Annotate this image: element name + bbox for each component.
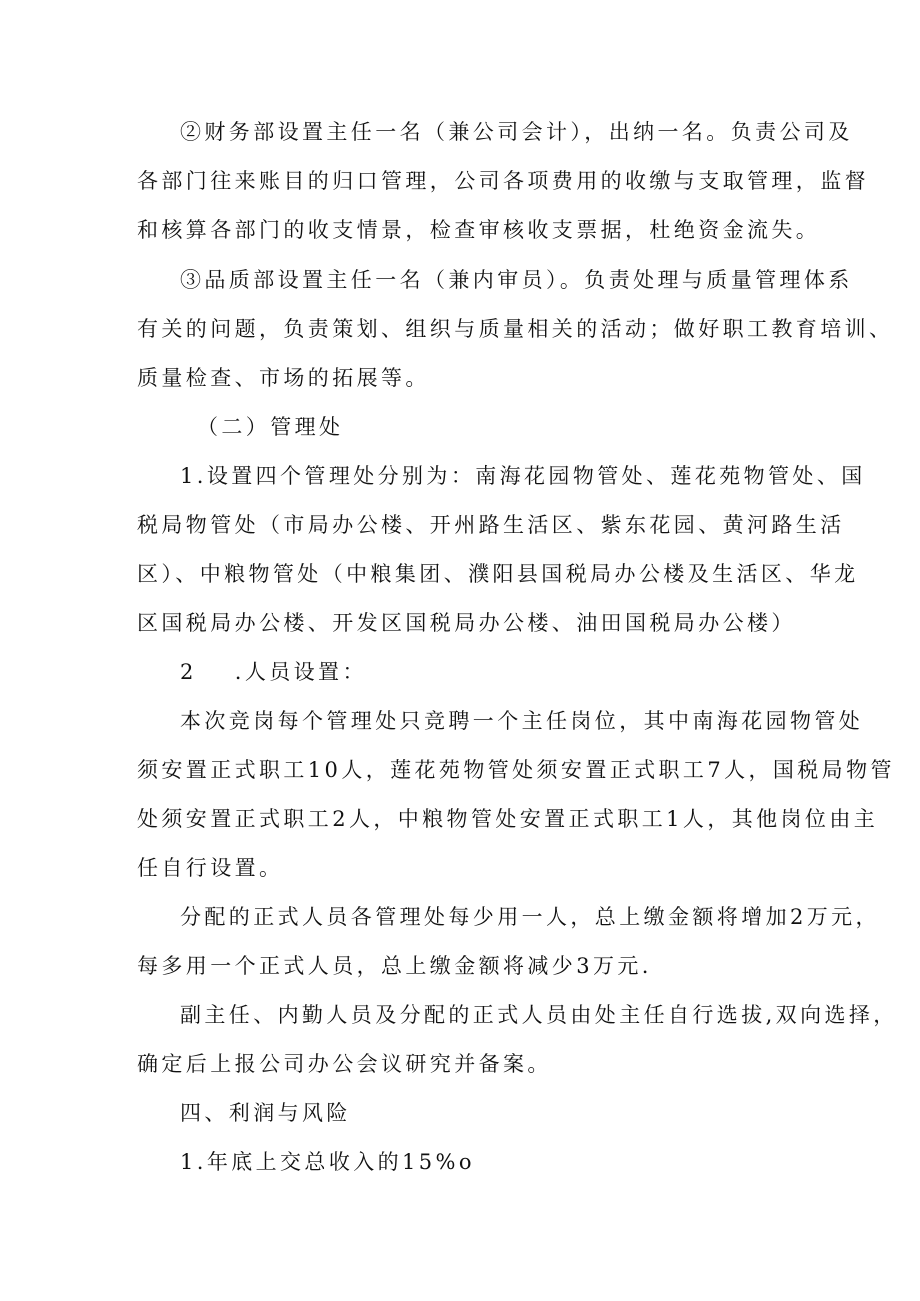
paragraph-offices-line-4: 区国税局办公楼、开发区国税局办公楼、油田国税局办公楼）	[137, 611, 796, 635]
paragraph-staffing-line-3: 处须安置正式职工2人，中粮物管处安置正式职工1人，其他岗位由主	[137, 807, 879, 831]
paragraph-offices-line-2: 税局物管处（市局办公楼、开州路生活区、紫东花园、黄河路生活	[137, 513, 845, 537]
item-number: 2	[180, 660, 197, 684]
section-heading-management: （二）管理处	[197, 415, 344, 439]
paragraph-quality-line-2: 有关的问题，负责策划、组织与质量相关的活动；做好职工教育培训、	[137, 317, 894, 341]
paragraph-staffing-line-2: 须安置正式职工10人，莲花苑物管处须安置正式职工7人，国税局物管	[137, 758, 895, 782]
paragraph-offices-line-3: 区）、中粮物管处（中粮集团、濮阳县国税局办公楼及生活区、华龙	[137, 562, 859, 586]
item-staffing-heading	[180, 657, 797, 687]
paragraph-selection-line-1: 副主任、内勤人员及分配的正式人员由处主任自行选拔,双向选择，	[180, 1003, 898, 1027]
paragraph-profit-line-1: 1.年底上交总收入的15%o	[180, 1150, 475, 1174]
paragraph-quality-line-1: ③品质部设置主任一名（兼内审员）。负责处理与质量管理体系	[180, 268, 853, 292]
paragraph-quality-line-3: 质量检查、市场的拓展等。	[137, 366, 430, 390]
paragraph-staffing-line-1: 本次竞岗每个管理处只竞聘一个主任岗位，其中南海花园物管处	[180, 709, 864, 733]
paragraph-allocation-line-2: 每多用一个正式人员，总上缴金额将减少3万元.	[137, 954, 652, 978]
paragraph-allocation-line-1: 分配的正式人员各管理处每少用一人，总上缴金额将增加2万元，	[180, 905, 880, 929]
paragraph-offices-line-1: 1.设置四个管理处分别为：南海花园物管处、莲花苑物管处、国	[180, 464, 866, 488]
paragraph-selection-line-2: 确定后上报公司办公会议研究并备案。	[137, 1052, 552, 1076]
paragraph-finance-line-1: ②财务部设置主任一名（兼公司会计），出纳一名。负责公司及	[180, 120, 853, 144]
paragraph-finance-line-2: 各部门往来账目的归口管理，公司各项费用的收缴与支取管理，监督	[137, 169, 869, 193]
section-heading-profit-risk: 四、利润与风险	[180, 1101, 351, 1125]
item-title: .人员设置：	[234, 660, 367, 684]
paragraph-staffing-line-4: 任自行设置。	[137, 856, 284, 880]
paragraph-finance-line-3: 和核算各部门的收支情景，检查审核收支票据，杜绝资金流失。	[137, 218, 821, 242]
